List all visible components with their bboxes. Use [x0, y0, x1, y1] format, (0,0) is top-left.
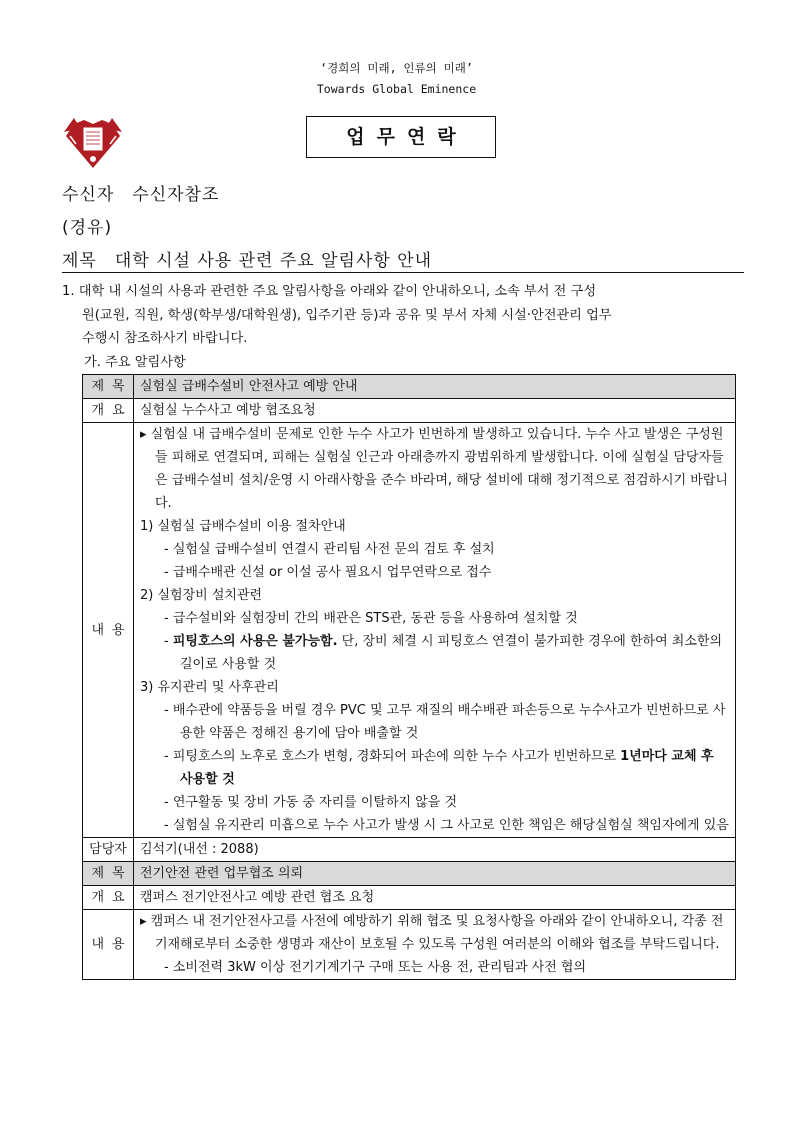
notice1-summary: 실험실 누수사고 예방 협조요청	[134, 399, 736, 423]
intro-line-1: 1. 대학 내 시설의 사용과 관련한 주요 알림사항을 아래와 같이 안내하오니, 소속 부서 전 구성	[62, 284, 597, 299]
university-motto	[0, 58, 793, 100]
label-content: 내용	[91, 622, 133, 638]
notice1-section-3: 3) 유지관리 및 사후관리	[140, 680, 279, 695]
notice1-s3-item-4: - 실험실 유지관리 미흡으로 누수 사고가 발생 시 그 사고로 인한 책임은 해당실험실 책임자에게 있음	[164, 818, 729, 833]
table-row	[83, 375, 736, 399]
document-title: 업무연락	[306, 116, 496, 158]
motto-english: Towards Global Eminence	[316, 82, 477, 96]
recipient-line	[62, 180, 219, 205]
notice1-manager: 김석기(내선 : 2088)	[134, 838, 736, 862]
notice1-bullet: ▸ 실험실 내 급배수설비 문제로 인한 누수 사고가 빈번하게 발생하고 있습니다. 누수 사고 발생은 구성원들 피해로 연결되며, 피해는 실험실 인근과 아래층까지 광범위하게 발생합니다. 이에 실험실 담당자들은 급배수설비 설치/운영 시 아래사항을 준수 바라며, 해당 설비에 대해 정기적으로 점검하시기 바랍니다.	[140, 427, 728, 511]
notice2-bullet: ▸ 캠퍼스 내 전기안전사고를 사전에 예방하기 위해 협조 및 요청사항을 아래와 같이 안내하오니, 각종 전기재해로부터 소중한 생명과 재산이 보호될 수 있도록 구성원 여러분의 이해와 협조를 부탁드립니다.	[140, 914, 724, 952]
notice1-s1-item-2: - 급배수배관 신설 or 이설 공사 필요시 업무연락으로 접수	[164, 565, 492, 580]
dash: -	[164, 634, 173, 649]
label-summary-2: 개요	[91, 890, 133, 905]
notice2-summary: 캠퍼스 전기안전사고 예방 관련 협조 요청	[134, 886, 736, 910]
table-row	[83, 862, 736, 886]
university-emblem-icon	[62, 114, 124, 170]
table-row	[83, 399, 736, 423]
intro-line-3: 수행시 참조하사기 바랍니다.	[82, 331, 248, 346]
notice1-subject: 실험실 급배수설비 안전사고 예방 안내	[134, 375, 736, 399]
via-line: (경유)	[62, 218, 113, 238]
notice1-s3-item-2	[140, 745, 729, 791]
notice2-content	[134, 910, 736, 980]
notice2-subject: 전기안전 관련 업무협조 의뢰	[134, 862, 736, 886]
recipient-label: 수신자	[62, 185, 115, 205]
motto-korean: ‘경희의 미래, 인류의 미래’	[320, 61, 473, 75]
hose-replacement-rule: 1년마다 교체 후 사용할 것	[180, 749, 714, 787]
notice1-section-2: 2) 실험장비 설치관련	[140, 588, 263, 603]
subject-label: 제목	[62, 251, 97, 271]
table-row	[83, 886, 736, 910]
label-subject-2: 제목	[91, 866, 133, 881]
notice1-content	[134, 423, 736, 838]
table-row	[83, 423, 736, 838]
label-subject: 제목	[91, 379, 133, 394]
hose-aging-text: - 피팅호스의 노후로 호스가 변형, 경화되어 파손에 의한 누수 사고가 빈번하므로	[164, 749, 621, 764]
intro-paragraph	[62, 280, 744, 374]
header-divider	[62, 272, 744, 273]
table-row	[83, 838, 736, 862]
notice1-s1-item-1: - 실험실 급배수설비 연결시 관리팀 사전 문의 검토 후 설치	[164, 542, 495, 557]
notice1-section-1: 1) 실험실 급배수설비 이용 절차안내	[140, 519, 346, 534]
notice1-s3-item-3: - 연구활동 및 장비 가동 중 자리를 이탈하지 않을 것	[164, 795, 458, 810]
notice1-s2-item-1: - 급수설비와 실험장비 간의 배관은 STS관, 동관 등을 사용하여 설치할 것	[164, 611, 578, 626]
notice-table	[82, 374, 736, 980]
table-row	[83, 910, 736, 980]
fitting-hose-warning: 피팅호스의 사용은 불가능함.	[172, 634, 338, 649]
label-manager: 담당자	[83, 838, 134, 862]
notice2-item-1: - 소비전력 3kW 이상 전기기계기구 구매 또는 사용 전, 관리팀과 사전 협의	[164, 960, 586, 975]
subject-line	[62, 246, 432, 271]
intro-subheading: 가. 주요 알림사항	[84, 354, 186, 370]
label-content-2: 내용	[91, 937, 133, 952]
label-summary: 개요	[91, 403, 133, 418]
fitting-hose-exception: 단, 장비 체결 시 피팅호스 연결이 불가피한 경우에 한하여 최소한의 길이로 사용할 것	[180, 634, 723, 672]
notice1-s2-item-2	[140, 630, 729, 676]
intro-line-2: 원(교원, 직원, 학생(학부생/대학원생), 입주기관 등)과 공유 및 부서 자체 시설·안전관리 업무	[82, 307, 612, 323]
notice1-s3-item-1: - 배수관에 약품등을 버릴 경우 PVC 및 고무 재질의 배수배관 파손등으로 누수사고가 빈번하므로 사용한 약품은 정해진 용기에 담아 배출할 것	[164, 703, 726, 741]
subject-value: 대학 시설 사용 관련 주요 알림사항 안내	[114, 251, 433, 271]
recipient-value: 수신자참조	[132, 185, 220, 205]
